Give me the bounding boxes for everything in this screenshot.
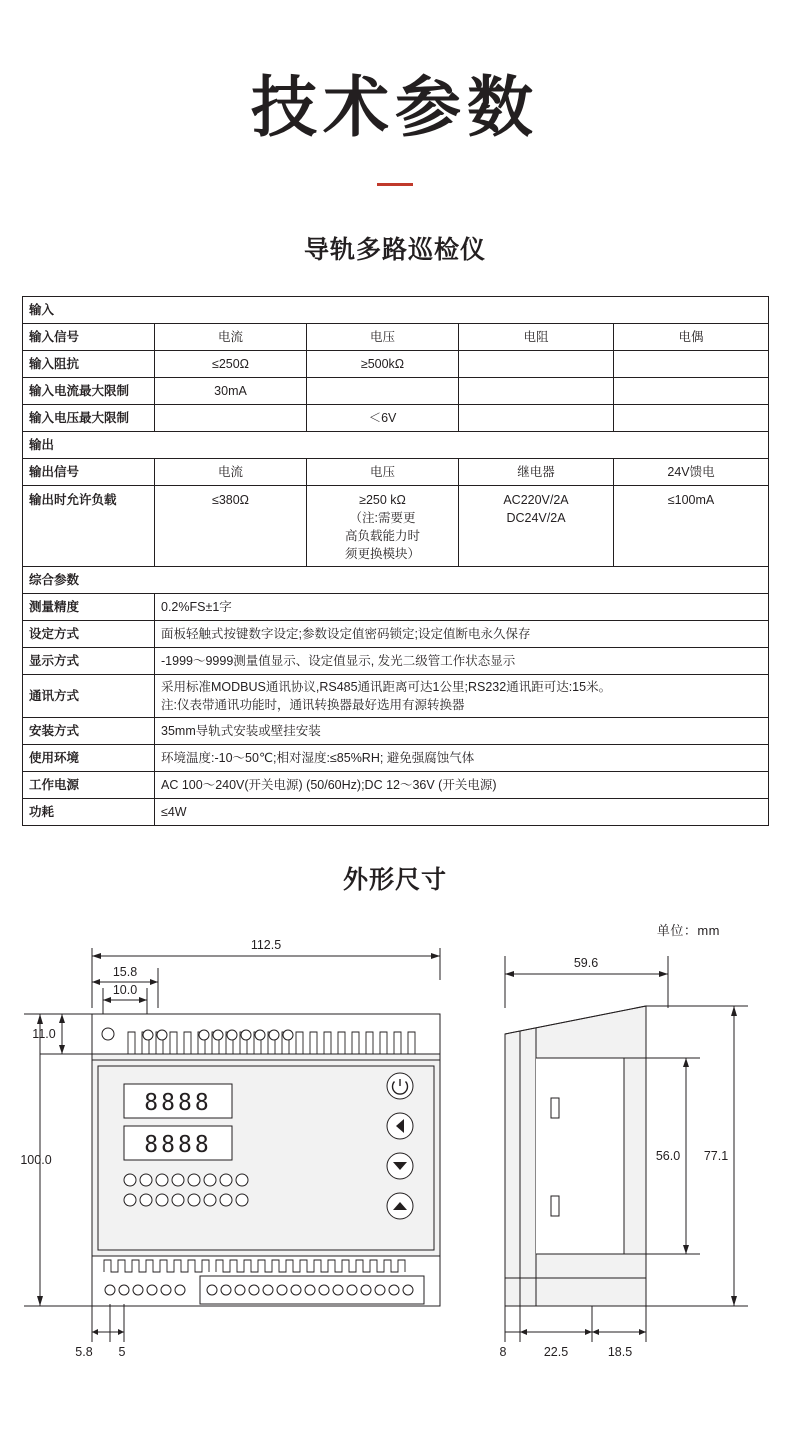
cell: ≤250Ω (155, 350, 307, 377)
table-row (23, 675, 769, 718)
cell: 电偶 (614, 323, 769, 350)
row-label: 显示方式 (23, 648, 155, 675)
cell: 电压 (307, 458, 459, 485)
cell: -1999～9999测量值显示、设定值显示, 发光二级管工作状态显示 (155, 648, 769, 675)
row-label: 测量精度 (23, 594, 155, 621)
table-row (23, 745, 769, 772)
spec-table (22, 296, 769, 827)
dim-side-bottom-b: 22.5 (543, 1345, 569, 1360)
cell: 35mm导轨式安装或壁挂安装 (155, 718, 769, 745)
cell: 0.2%FS±1字 (155, 594, 769, 621)
table-row (23, 594, 769, 621)
cell: 30mA (155, 377, 307, 404)
cell (459, 377, 614, 404)
page-title: 技术参数 (251, 69, 539, 146)
dim-depth-overall: 59.6 (573, 956, 599, 971)
cell (614, 377, 769, 404)
cell: 电压 (307, 323, 459, 350)
cell (307, 377, 459, 404)
dim-width-a: 15.8 (112, 965, 138, 980)
cell: ≥250 kΩ （注:需要更 高负载能力时 须更换模块） (307, 485, 459, 567)
display-line-1: 8888 (144, 1090, 212, 1117)
cell (155, 404, 307, 431)
cell (614, 350, 769, 377)
row-label: 安装方式 (23, 718, 155, 745)
table-row (23, 377, 769, 404)
row-label: 输入电压最大限制 (23, 404, 155, 431)
dim-side-bottom-a: 8 (499, 1345, 507, 1360)
dim-height-overall: 100.0 (20, 1153, 52, 1168)
row-label: 功耗 (23, 799, 155, 826)
title-divider (377, 183, 413, 186)
cell: AC220V/2A DC24V/2A (459, 485, 614, 567)
drawing-svg (0, 908, 790, 1378)
section-general: 综合参数 (23, 567, 769, 594)
table-row (23, 323, 769, 350)
table-row (23, 718, 769, 745)
table-row (23, 350, 769, 377)
dim-side-bottom-c: 18.5 (607, 1345, 633, 1360)
cell: ≤100mA (614, 485, 769, 567)
row-label: 输出时允许负载 (23, 485, 155, 567)
row-label: 输出信号 (23, 458, 155, 485)
cell: 环境温度:-10～50℃;相对湿度:≤85%RH; 避免强腐蚀气体 (155, 745, 769, 772)
spec-table-wrapper (22, 296, 768, 827)
cell: ≥500kΩ (307, 350, 459, 377)
dimension-drawings (0, 908, 790, 1378)
row-label: 工作电源 (23, 772, 155, 799)
row-label: 输入信号 (23, 323, 155, 350)
cell: ≤4W (155, 799, 769, 826)
cell: 面板轻触式按键数字设定;参数设定值密码锁定;设定值断电永久保存 (155, 621, 769, 648)
table-row (23, 458, 769, 485)
dim-height-inner: 56.0 (655, 1149, 681, 1164)
table-row (23, 296, 769, 323)
table-row (23, 621, 769, 648)
cell: 电流 (155, 323, 307, 350)
cell: 继电器 (459, 458, 614, 485)
row-label: 通讯方式 (23, 675, 155, 718)
product-name: 导轨多路巡检仪 (303, 235, 486, 264)
table-row (23, 485, 769, 567)
cell (459, 350, 614, 377)
table-row (23, 772, 769, 799)
dim-height-top: 11.0 (32, 1027, 56, 1042)
cell (459, 404, 614, 431)
row-label: 设定方式 (23, 621, 155, 648)
cell: ＜6V (307, 404, 459, 431)
table-row (23, 567, 769, 594)
cell: 24V馈电 (614, 458, 769, 485)
cell: ≤380Ω (155, 485, 307, 567)
section-input: 输入 (23, 296, 769, 323)
table-row (23, 799, 769, 826)
cell: 电阻 (459, 323, 614, 350)
cell: 采用标准MODBUS通讯协议,RS485通讯距离可达1公里;RS232通讯距可达:15米。 注:仪表带通讯功能时，通讯转换器最好选用有源转换器 (155, 675, 769, 718)
dim-bottom-a: 5.8 (75, 1345, 93, 1360)
table-row (23, 648, 769, 675)
row-label: 使用环境 (23, 745, 155, 772)
section-output: 输出 (23, 431, 769, 458)
dimensions-title: 外形尺寸 (342, 866, 447, 895)
table-row (23, 431, 769, 458)
table-row (23, 404, 769, 431)
unit-label: 单位：mm (656, 923, 720, 939)
dim-width-overall: 112.5 (250, 938, 282, 953)
cell: 电流 (155, 458, 307, 485)
display-line-2: 8888 (144, 1132, 212, 1159)
dim-bottom-b: 5 (118, 1345, 126, 1360)
dim-width-b: 10.0 (112, 983, 138, 998)
row-label: 输入阻抗 (23, 350, 155, 377)
row-label: 输入电流最大限制 (23, 377, 155, 404)
cell: AC 100～240V(开关电源) (50/60Hz);DC 12～36V (开关电源) (155, 772, 769, 799)
dim-height-outer: 77.1 (703, 1149, 729, 1164)
cell (614, 404, 769, 431)
